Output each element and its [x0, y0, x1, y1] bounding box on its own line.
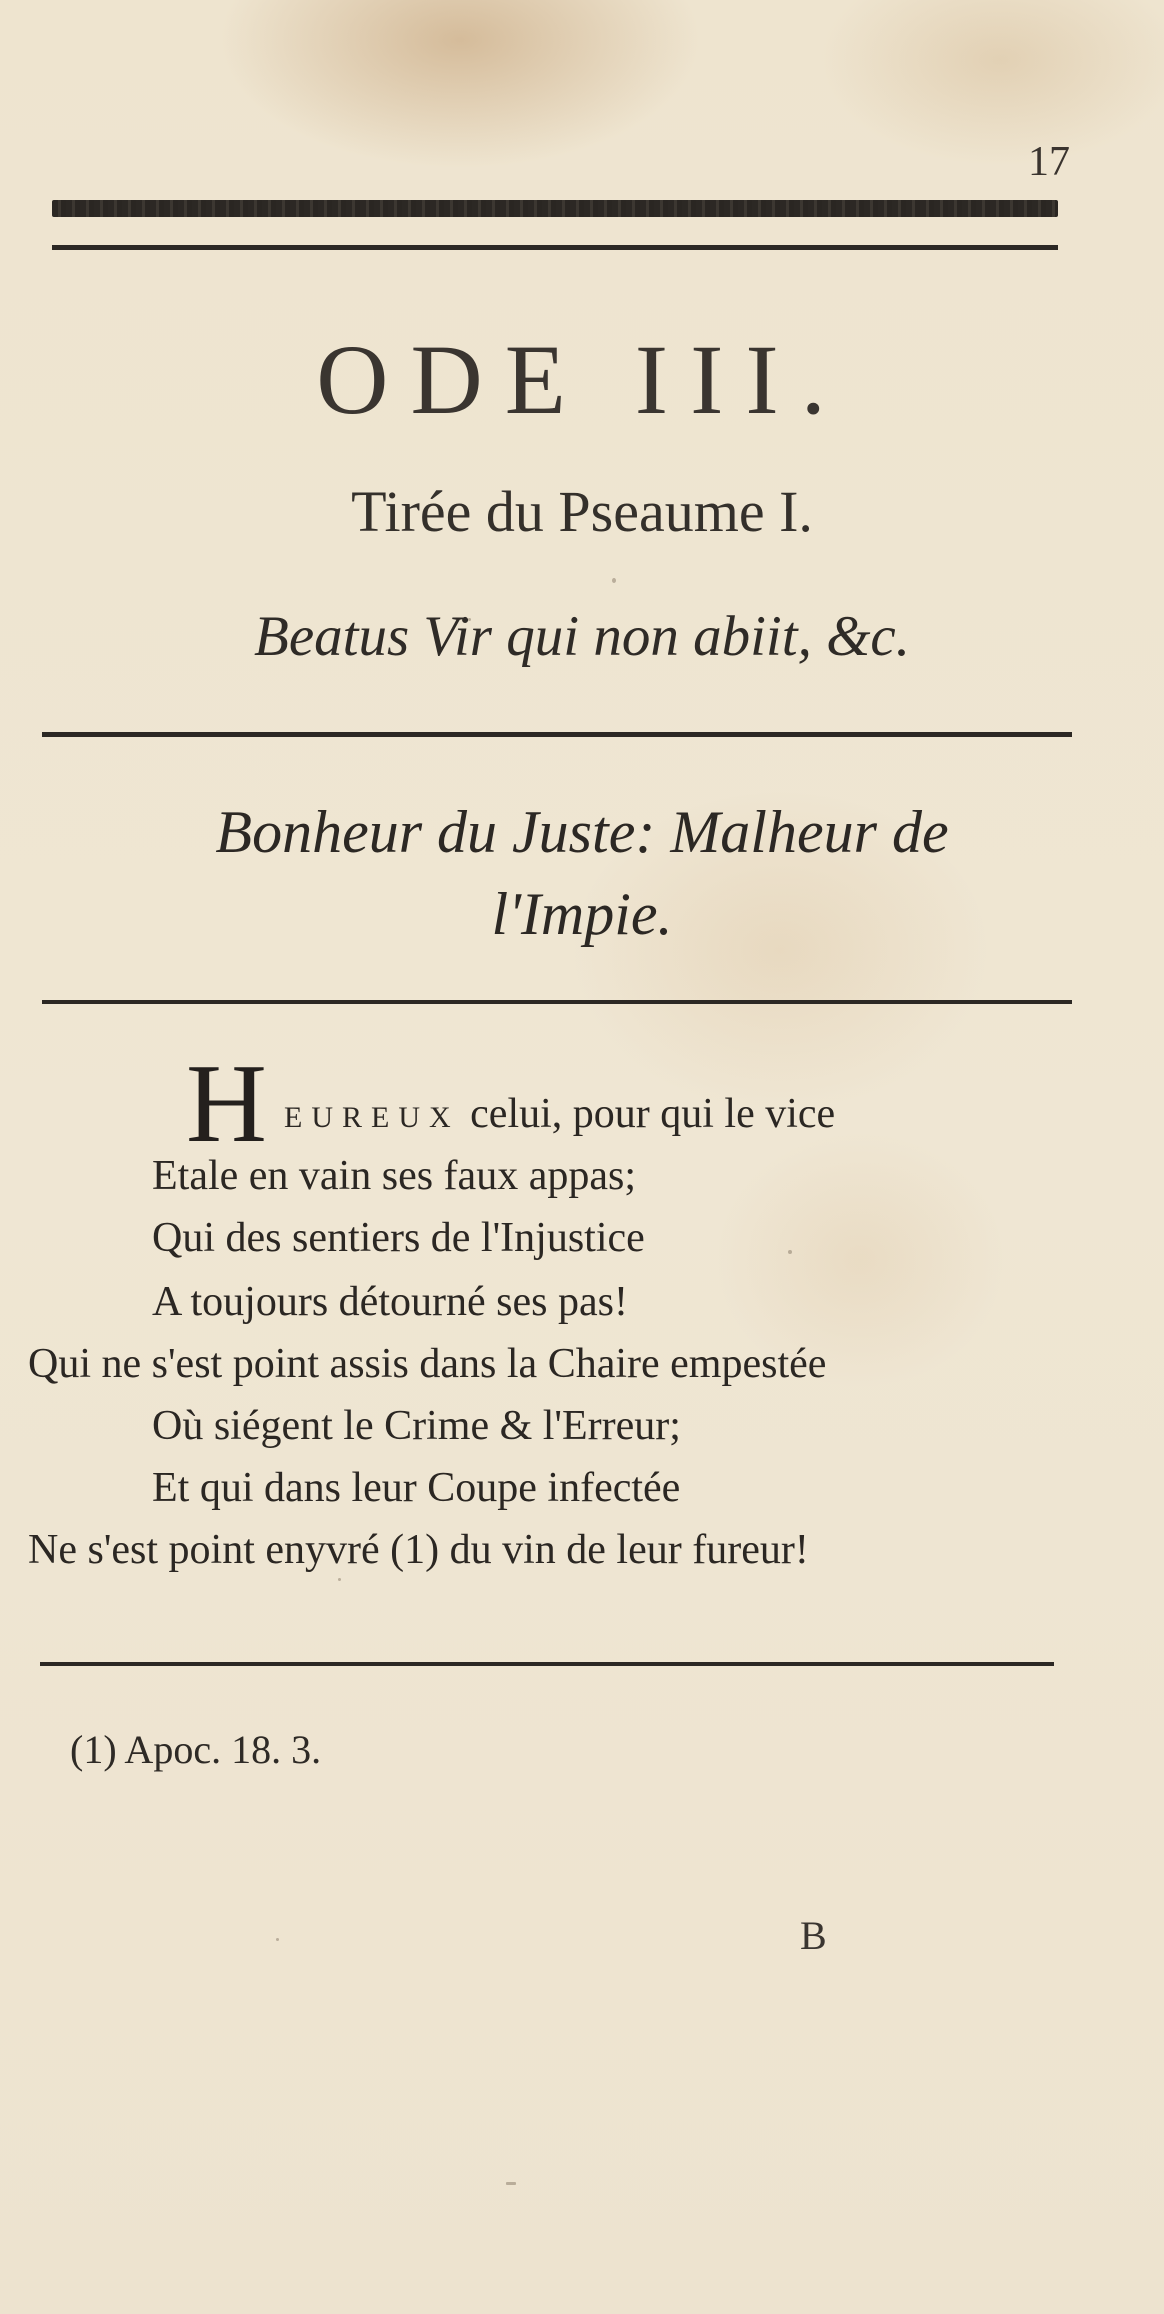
theme-line-2: l'Impie.: [491, 881, 673, 947]
paper-speck: [276, 1938, 279, 1941]
paper-speck: [468, 618, 471, 621]
drop-cap: H: [186, 1042, 267, 1166]
page-number: 17: [1028, 139, 1070, 185]
paper-speck: [788, 1250, 792, 1254]
theme-line-1: Bonheur du Juste: Malheur de: [215, 799, 949, 865]
verse-line-1-smallcaps: EUREUX: [284, 1101, 460, 1134]
latin-incipit: Beatus Vir qui non abiit, &c.: [254, 605, 910, 668]
paper-speck: [612, 578, 616, 583]
verse-line-8: Ne s'est point enyvré (1) du vin de leur fureur!: [28, 1527, 809, 1573]
verse-line-1: [284, 1090, 835, 1138]
verse-line-7: Et qui dans leur Coupe infectée: [152, 1465, 681, 1511]
signature-mark: B: [800, 1913, 827, 1958]
verse-line-1-text: celui, pour qui le vice: [459, 1091, 836, 1137]
verse-line-5: Qui ne s'est point assis dans la Chaire empestée: [28, 1341, 827, 1387]
footnote: (1) Apoc. 18. 3.: [70, 1727, 322, 1772]
paper-speck: [338, 1578, 341, 1581]
ode-subtitle: Tirée du Pseaume I.: [351, 479, 813, 544]
verse-line-2: Etale en vain ses faux appas;: [152, 1153, 636, 1199]
section-rule-lower: [42, 1000, 1072, 1004]
header-ornamental-rule: [52, 200, 1058, 217]
ode-title: ODE III.: [316, 324, 848, 435]
paper-speck: [506, 2182, 516, 2185]
verse-line-4: A toujours détourné ses pas!: [152, 1279, 628, 1325]
verse-line-3: Qui des sentiers de l'Injustice: [152, 1215, 645, 1261]
header-thin-rule: [52, 245, 1058, 250]
footnote-rule: [40, 1662, 1054, 1666]
verse-line-6: Où siégent le Crime & l'Erreur;: [152, 1403, 681, 1449]
section-rule-upper: [42, 732, 1072, 737]
